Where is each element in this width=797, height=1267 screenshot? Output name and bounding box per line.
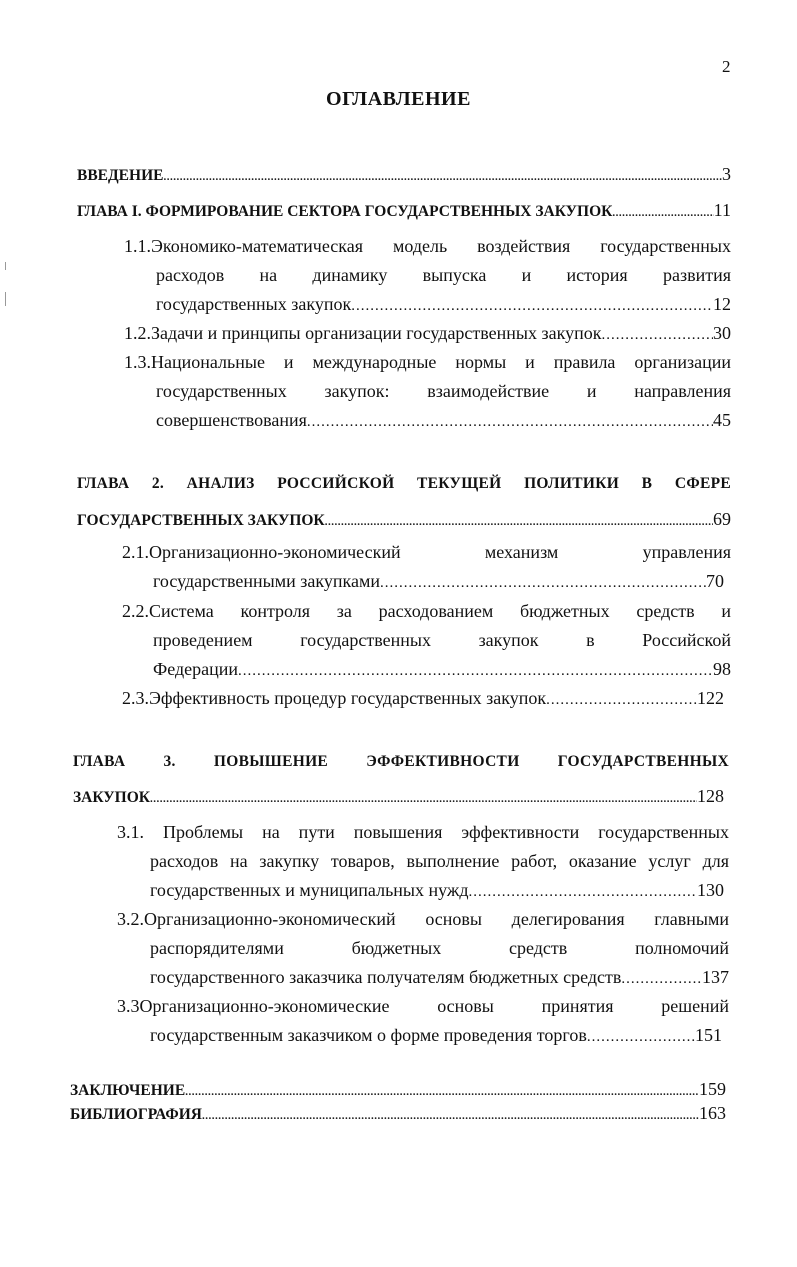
toc-label: государственными закупками xyxy=(153,571,380,591)
toc-leader xyxy=(621,971,702,988)
toc-page: 130 xyxy=(697,880,724,900)
toc-page: 70 xyxy=(706,571,724,591)
toc-page: 159 xyxy=(699,1079,726,1099)
toc-label: ЗАКЛЮЧЕНИЕ xyxy=(70,1082,186,1099)
toc-section-2-3[interactable] xyxy=(122,688,724,709)
toc-section-2-2-line-2: проведением государственных закупок в Российской xyxy=(153,630,731,650)
toc-section-2-2-line-3[interactable] xyxy=(153,659,731,680)
toc-leader xyxy=(351,298,713,315)
toc-section-1-1-line-1[interactable]: 1.1.Экономико-математическая модель воздействия государственных xyxy=(124,236,731,256)
toc-label: ГЛАВА I. ФОРМИРОВАНИЕ СЕКТОРА ГОСУДАРСТВЕННЫХ ЗАКУПОК xyxy=(77,203,613,220)
toc-leader xyxy=(185,1086,699,1098)
toc-label: БИБЛИОГРАФИЯ xyxy=(70,1106,202,1123)
toc-section-1-3-line-1[interactable]: 1.3.Национальные и международные нормы и правила организации xyxy=(124,352,731,372)
toc-label: государственных закупок xyxy=(156,294,352,314)
toc-page: 98 xyxy=(713,659,731,679)
toc-section-2-1-line-2[interactable] xyxy=(153,571,724,592)
toc-label: Федерации xyxy=(153,659,239,679)
toc-section-1-1-line-2: расходов на динамику выпуска и история развития xyxy=(156,265,731,285)
toc-section-3-1-line-2: расходов на закупку товаров, выполнение работ, оказание услуг для xyxy=(150,851,729,871)
toc-page: 69 xyxy=(713,509,731,529)
toc-label: государственных и муниципальных нужд xyxy=(150,880,469,900)
toc-page: 30 xyxy=(713,323,731,343)
toc-page: 12 xyxy=(713,294,731,314)
toc-page: 163 xyxy=(699,1103,726,1123)
toc-page: 122 xyxy=(697,688,724,708)
toc-label: государственным заказчиком о форме проведения торгов xyxy=(150,1025,587,1045)
toc-entry-chapter-3-line-1[interactable]: ГЛАВА 3. ПОВЫШЕНИЕ ЭФФЕКТИВНОСТИ ГОСУДАРСТВЕННЫХ xyxy=(73,753,729,770)
toc-page: 151 xyxy=(695,1025,722,1045)
page-title: ОГЛАВЛЕНИЕ xyxy=(326,88,471,110)
toc-page: 128 xyxy=(697,786,724,806)
toc-section-2-2-line-1[interactable]: 2.2.Система контроля за расходованием бюджетных средств и xyxy=(122,601,731,621)
toc-leader xyxy=(325,516,713,528)
toc-section-2-1-line-1[interactable]: 2.1.Организационно-экономический механизм управления xyxy=(122,542,731,562)
toc-leader xyxy=(202,1110,699,1122)
toc-section-3-1-line-3[interactable] xyxy=(150,880,724,901)
toc-leader xyxy=(163,171,722,183)
toc-entry-bibliography[interactable] xyxy=(70,1103,726,1124)
toc-section-3-2-line-1[interactable]: 3.2.Организационно-экономический основы делегирования главными xyxy=(117,909,729,929)
scan-margin-mark xyxy=(5,292,6,306)
toc-leader xyxy=(612,207,713,219)
toc-leader xyxy=(469,884,698,901)
toc-label: 1.2.Задачи и принципы организации государственных закупок xyxy=(124,323,602,343)
toc-label: ВВЕДЕНИЕ xyxy=(77,167,164,184)
toc-page: 3 xyxy=(722,164,731,184)
toc-leader xyxy=(602,327,714,344)
toc-page: 137 xyxy=(702,967,729,987)
toc-leader xyxy=(380,575,706,592)
toc-label: государственного заказчика получателям бюджетных средств xyxy=(150,967,622,987)
toc-section-1-3-line-3[interactable] xyxy=(156,410,731,431)
toc-entry-introduction[interactable] xyxy=(77,164,731,185)
page-number: 2 xyxy=(722,57,731,76)
toc-leader xyxy=(546,692,697,709)
toc-entry-chapter-3-line-2[interactable] xyxy=(73,786,724,807)
toc-entry-chapter-2-line-1[interactable]: ГЛАВА 2. АНАЛИЗ РОССИЙСКОЙ ТЕКУЩЕЙ ПОЛИТИКИ В СФЕРЕ xyxy=(77,475,731,492)
toc-section-3-1-line-1[interactable]: 3.1. Проблемы на пути повышения эффективности государственных xyxy=(117,822,729,842)
toc-label: 2.3.Эффективность процедур государственных закупок xyxy=(122,688,547,708)
toc-entry-chapter-2-line-2[interactable] xyxy=(77,509,731,530)
toc-label: ГОСУДАРСТВЕННЫХ ЗАКУПОК xyxy=(77,512,325,529)
toc-entry-conclusion[interactable] xyxy=(70,1079,726,1100)
toc-section-3-2-line-2: распорядителями бюджетных средств полномочий xyxy=(150,938,729,958)
toc-leader xyxy=(307,414,713,431)
toc-leader xyxy=(150,793,697,805)
toc-label: совершенствования xyxy=(156,410,307,430)
toc-section-1-3-line-2: государственных закупок: взаимодействие и направления xyxy=(156,381,731,401)
toc-page: 45 xyxy=(713,410,731,430)
scan-margin-mark xyxy=(5,262,6,270)
toc-section-3-3-line-2[interactable] xyxy=(150,1025,722,1046)
toc-leader xyxy=(587,1029,695,1046)
toc-section-3-2-line-3[interactable] xyxy=(150,967,729,988)
toc-label: ЗАКУПОК xyxy=(73,789,151,806)
toc-section-3-3-line-1[interactable]: 3.3Организационно-экономические основы принятия решений xyxy=(117,996,729,1016)
toc-section-1-2[interactable] xyxy=(124,323,731,344)
toc-entry-chapter-1[interactable] xyxy=(77,200,731,221)
toc-section-1-1-line-3[interactable] xyxy=(156,294,731,315)
toc-leader xyxy=(238,663,713,680)
toc-page: 11 xyxy=(713,200,731,220)
